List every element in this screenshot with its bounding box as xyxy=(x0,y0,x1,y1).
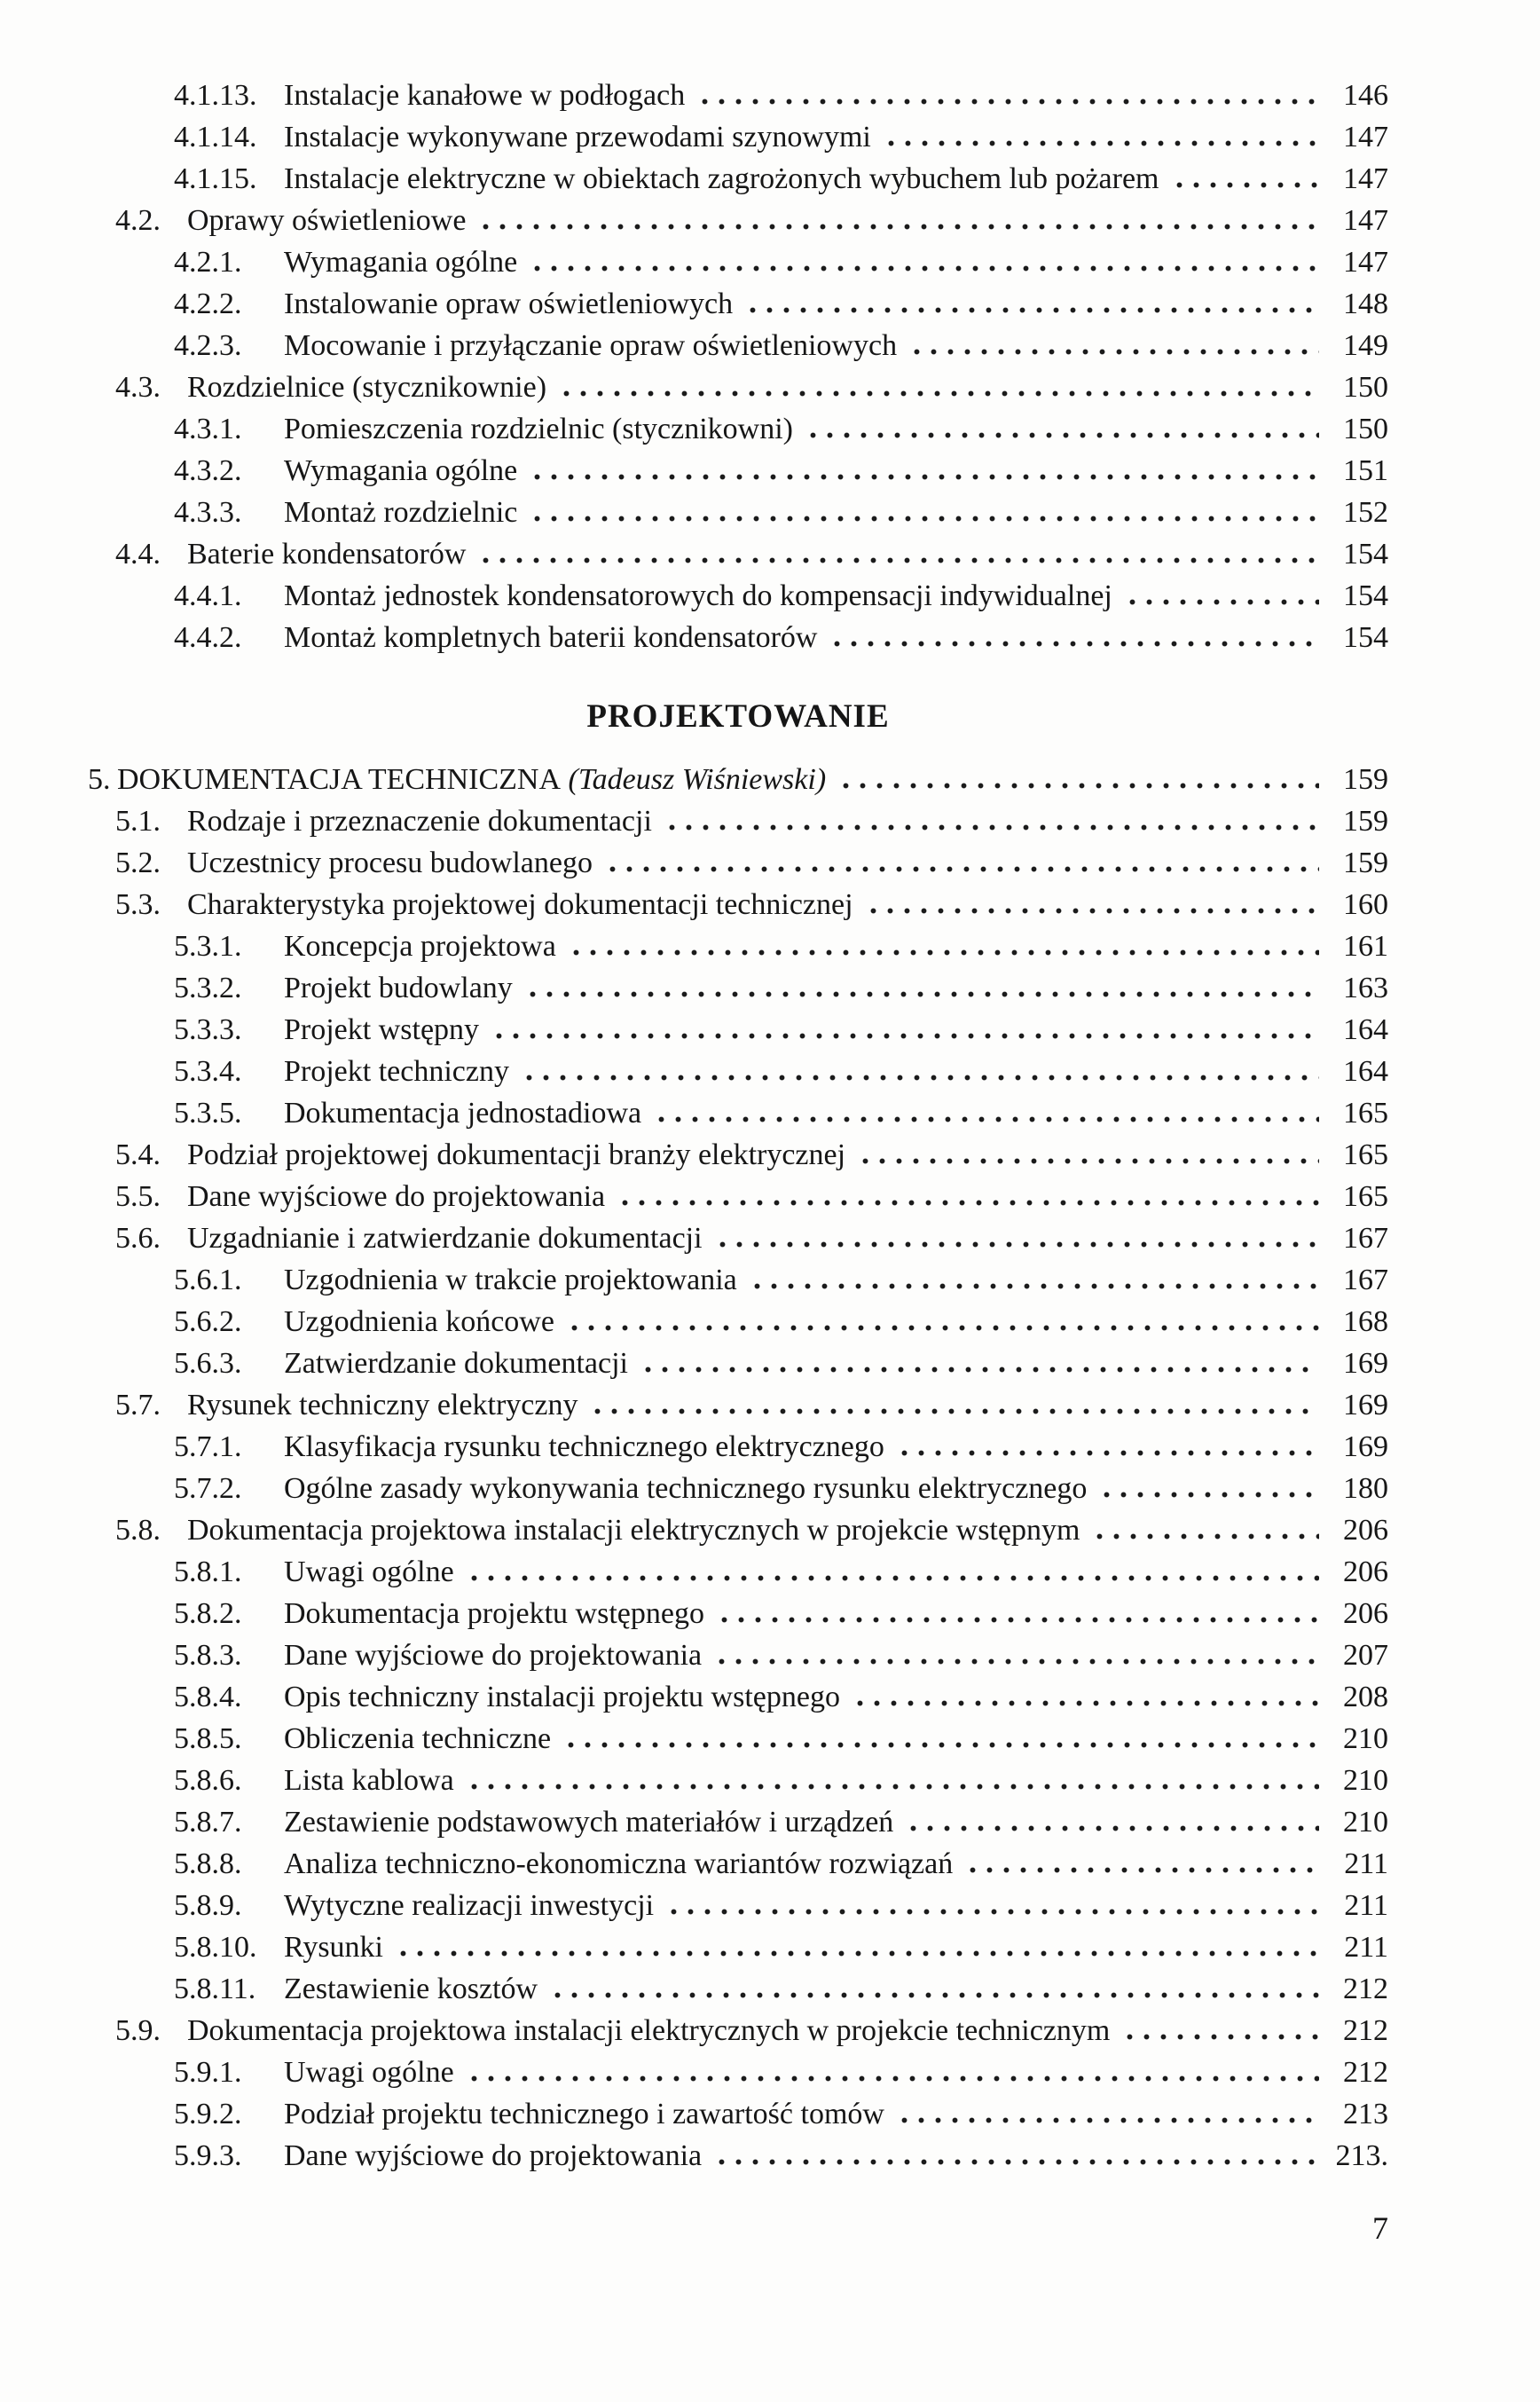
dot-leader xyxy=(549,1992,1319,1998)
dot-leader xyxy=(529,516,1319,522)
table-of-contents xyxy=(0,75,1540,2177)
toc-entry-number: 5.9.3. xyxy=(174,2139,242,2172)
toc-entry-number: 5.3.3. xyxy=(174,1013,242,1046)
toc-part-projektowanie xyxy=(0,759,1540,2177)
dot-leader xyxy=(562,1742,1319,1748)
dot-leader xyxy=(521,1075,1319,1081)
toc-entry xyxy=(0,1092,1540,1134)
toc-entry-page: 210 xyxy=(1343,1722,1388,1755)
toc-entry-title: Wymagania ogólne xyxy=(284,454,518,487)
dot-leader xyxy=(883,140,1319,146)
toc-entry-number: 5.2. xyxy=(115,847,161,879)
toc-entry-number: 4.4.1. xyxy=(174,579,242,612)
toc-entry xyxy=(0,1801,1540,1843)
toc-entry-page: 159 xyxy=(1343,805,1388,838)
toc-entry-page: 148 xyxy=(1343,287,1388,320)
toc-entry-page: 167 xyxy=(1343,1222,1388,1255)
toc-entry-number: 4.3.2. xyxy=(174,454,242,487)
toc-entry-title: Obliczenia techniczne xyxy=(284,1722,552,1755)
toc-entry-page: 206 xyxy=(1343,1514,1388,1547)
toc-entry xyxy=(0,116,1540,158)
toc-entry xyxy=(0,408,1540,450)
toc-entry xyxy=(0,2135,1540,2177)
toc-entry-number: 4.3.1. xyxy=(174,413,242,445)
toc-entry-title: Rysunek techniczny elektryczny xyxy=(187,1389,578,1422)
dot-leader xyxy=(749,1283,1319,1289)
toc-entry-page: 152 xyxy=(1343,496,1388,529)
toc-entry-number: 4.1.15. xyxy=(174,162,257,195)
toc-entry xyxy=(0,325,1540,366)
toc-entry-page: 160 xyxy=(1343,888,1388,921)
toc-entry-page: 180 xyxy=(1343,1472,1388,1505)
toc-entry xyxy=(0,1468,1540,1509)
toc-entry-title: Koncepcja projektowa xyxy=(284,930,556,963)
toc-entry-title: Dokumentacja jednostadiowa xyxy=(284,1097,642,1130)
toc-entry xyxy=(0,1343,1540,1384)
dot-leader xyxy=(466,1784,1319,1790)
toc-entry-title: Instalacje kanałowe w podłogach xyxy=(284,79,686,112)
toc-entry-page: 210 xyxy=(1343,1764,1388,1797)
toc-entry xyxy=(0,1843,1540,1885)
toc-entry-page: 149 xyxy=(1343,329,1388,362)
toc-entry-page: 208 xyxy=(1343,1681,1388,1713)
toc-entry-author: (Tadeusz Wiśniewski) xyxy=(561,763,827,796)
toc-entry-page: 146 xyxy=(1343,79,1388,112)
dot-leader xyxy=(865,908,1319,914)
dot-leader xyxy=(604,866,1319,872)
toc-entry xyxy=(0,366,1540,408)
toc-entry-number: 5.8.10. xyxy=(174,1931,257,1964)
toc-entry xyxy=(0,450,1540,492)
toc-entry-page: 211 xyxy=(1344,1931,1388,1964)
dot-leader xyxy=(1171,182,1320,188)
dot-leader xyxy=(896,1450,1319,1456)
toc-entry xyxy=(0,283,1540,325)
toc-entry-title: Zestawienie kosztów xyxy=(284,1973,538,2005)
toc-entry-number: 5.8.8. xyxy=(174,1847,242,1880)
toc-entry-title: Ogólne zasady wykonywania technicznego rysunku elektrycznego xyxy=(284,1472,1088,1505)
toc-entry-title: Baterie kondensatorów xyxy=(187,538,467,571)
dot-leader xyxy=(805,432,1319,438)
toc-entry-title: Uczestnicy procesu budowlanego xyxy=(187,847,593,879)
toc-entry xyxy=(0,1176,1540,1217)
toc-entry xyxy=(0,1760,1540,1801)
toc-entry-title: Opis techniczny instalacji projektu wstępnego xyxy=(284,1681,840,1713)
toc-entry xyxy=(0,884,1540,925)
toc-entry-number: 4.4.2. xyxy=(174,621,242,654)
toc-entry-page: 164 xyxy=(1343,1055,1388,1088)
toc-entry xyxy=(0,1968,1540,2010)
toc-entry-number: 4.2.3. xyxy=(174,329,242,362)
toc-entry-page: 165 xyxy=(1343,1138,1388,1171)
toc-entry-number: 4.3. xyxy=(115,371,161,404)
toc-entry-page: 213 xyxy=(1343,2098,1388,2130)
toc-entry xyxy=(0,800,1540,842)
toc-entry-title: Lista kablowa xyxy=(284,1764,454,1797)
dot-leader xyxy=(617,1200,1319,1206)
toc-entry-page: 154 xyxy=(1343,538,1388,571)
dot-leader xyxy=(466,1575,1319,1581)
dot-leader xyxy=(566,1325,1319,1331)
dot-leader xyxy=(716,1617,1319,1623)
toc-entry-title: Rozdzielnice (stycznikownie) xyxy=(187,371,547,404)
toc-entry-title: Zatwierdzanie dokumentacji xyxy=(284,1347,628,1380)
toc-entry-title: Montaż kompletnych baterii kondensatorów xyxy=(284,621,818,654)
toc-entry-number: 5.3.1. xyxy=(174,930,242,963)
toc-entry-title: Zestawienie podstawowych materiałów i urządzeń xyxy=(284,1806,894,1839)
dot-leader xyxy=(395,1950,1319,1957)
dot-leader xyxy=(857,1158,1319,1164)
toc-entry-number: 4.2. xyxy=(115,204,161,237)
toc-entry-number: 5.3.2. xyxy=(174,972,242,1004)
toc-entry-page: 206 xyxy=(1343,1555,1388,1588)
toc-entry-title: Uzgodnienia w trakcie projektowania xyxy=(284,1264,737,1296)
toc-entry-number: 5.6.3. xyxy=(174,1347,242,1380)
toc-entry-title: Uwagi ogólne xyxy=(284,2056,454,2089)
toc-entry xyxy=(0,492,1540,533)
toc-entry-title: Analiza techniczno-ekonomiczna wariantów rozwiązań xyxy=(284,1847,954,1880)
toc-entry-page: 213. xyxy=(1335,2139,1388,2172)
toc-entry-page: 147 xyxy=(1343,204,1388,237)
toc-entry-page: 165 xyxy=(1343,1097,1388,1130)
toc-entry-title: Klasyfikacja rysunku technicznego elektrycznego xyxy=(284,1430,884,1463)
toc-entry-number: 5.8.1. xyxy=(174,1555,242,1588)
dot-leader xyxy=(1098,1492,1319,1498)
dot-leader xyxy=(558,390,1319,397)
toc-entry-page: 164 xyxy=(1343,1013,1388,1046)
toc-entry-number: 5.9. xyxy=(115,2014,161,2047)
toc-entry xyxy=(0,1593,1540,1634)
toc-entry xyxy=(0,1718,1540,1760)
toc-entry-number: 5.8.6. xyxy=(174,1764,242,1797)
toc-part-installation xyxy=(0,75,1540,658)
toc-entry-title: Uzgodnienia końcowe xyxy=(284,1305,554,1338)
toc-entry-title: Rysunki xyxy=(284,1931,383,1964)
toc-entry-page: 169 xyxy=(1343,1347,1388,1380)
dot-leader xyxy=(665,1909,1319,1915)
toc-entry xyxy=(0,1217,1540,1259)
toc-entry xyxy=(0,158,1540,200)
toc-entry-page: 207 xyxy=(1343,1639,1388,1672)
toc-entry-page: 165 xyxy=(1343,1180,1388,1213)
toc-entry-number: 5.4. xyxy=(115,1138,161,1171)
toc-entry-number: 4.4. xyxy=(115,538,161,571)
toc-entry xyxy=(0,1509,1540,1551)
toc-entry-number: 5.8.11. xyxy=(174,1973,256,2005)
toc-entry-number: 5.8.2. xyxy=(174,1597,242,1630)
toc-entry-number: 4.3.3. xyxy=(174,496,242,529)
toc-entry xyxy=(0,1384,1540,1426)
toc-entry-page: 163 xyxy=(1343,972,1388,1004)
toc-entry-title: Dokumentacja projektu wstępnego xyxy=(284,1597,704,1630)
toc-entry-number: 5.6. xyxy=(115,1222,161,1255)
toc-entry-number: 4.1.14. xyxy=(174,121,257,154)
toc-entry-title: Instalacje elektryczne w obiektach zagrożonych wybuchem lub pożarem xyxy=(284,162,1159,195)
toc-entry-number: 5.9.2. xyxy=(174,2098,242,2130)
toc-entry xyxy=(0,2093,1540,2135)
dot-leader xyxy=(714,1241,1319,1248)
toc-entry-number: 4.2.1. xyxy=(174,246,242,279)
toc-entry-title: Dane wyjściowe do projektowania xyxy=(284,2139,703,2172)
toc-entry xyxy=(0,575,1540,617)
toc-entry-page: 169 xyxy=(1343,1430,1388,1463)
toc-entry xyxy=(0,1634,1540,1676)
dot-leader xyxy=(1124,599,1319,605)
toc-entry-page: 212 xyxy=(1343,2014,1388,2047)
toc-entry-title: Pomieszczenia rozdzielnic (stycznikowni) xyxy=(284,413,793,445)
toc-entry-page: 147 xyxy=(1343,246,1388,279)
toc-entry xyxy=(0,2052,1540,2093)
dot-leader xyxy=(744,307,1319,313)
toc-entry-title: Instalacje wykonywane przewodami szynowymi xyxy=(284,121,871,154)
dot-leader xyxy=(1121,2034,1319,2040)
toc-entry-number: 5.3.5. xyxy=(174,1097,242,1130)
dot-leader xyxy=(829,641,1319,647)
toc-entry xyxy=(0,617,1540,658)
toc-entry xyxy=(0,1259,1540,1301)
toc-entry xyxy=(0,1051,1540,1092)
toc-entry-number: 5.7. xyxy=(115,1389,161,1422)
toc-entry-title: Projekt wstępny xyxy=(284,1013,480,1046)
toc-entry-title: Projekt techniczny xyxy=(284,1055,509,1088)
toc-entry-title: Uwagi ogólne xyxy=(284,1555,454,1588)
toc-entry-page: 169 xyxy=(1343,1389,1388,1422)
toc-entry-number: 5. xyxy=(88,763,111,796)
toc-entry-title: Montaż rozdzielnic xyxy=(284,496,518,529)
toc-entry-title: Uzgadnianie i zatwierdzanie dokumentacji xyxy=(187,1222,703,1255)
toc-entry-title: Projekt budowlany xyxy=(284,972,513,1004)
toc-entry xyxy=(0,1551,1540,1593)
toc-entry-page: 212 xyxy=(1343,1973,1388,2005)
toc-entry-page: 150 xyxy=(1343,371,1388,404)
toc-entry xyxy=(0,925,1540,967)
toc-entry-title: Mocowanie i przyłączanie opraw oświetleniowych xyxy=(284,329,898,362)
toc-entry-page: 154 xyxy=(1343,621,1388,654)
toc-entry xyxy=(0,967,1540,1009)
toc-entry xyxy=(0,241,1540,283)
toc-entry-page: 211 xyxy=(1344,1889,1388,1922)
toc-entry xyxy=(0,75,1540,116)
toc-entry xyxy=(0,1134,1540,1176)
dot-leader xyxy=(837,783,1319,789)
toc-entry-title: Dokumentacja projektowa instalacji elektrycznych w projekcie wstępnym xyxy=(187,1514,1080,1547)
toc-entry-page: 161 xyxy=(1343,930,1388,963)
toc-entry xyxy=(0,759,1540,800)
toc-entry-number: 5.6.1. xyxy=(174,1264,242,1296)
toc-entry-number: 5.3.4. xyxy=(174,1055,242,1088)
dot-leader xyxy=(491,1033,1319,1039)
toc-entry xyxy=(0,1926,1540,1968)
dot-leader xyxy=(589,1408,1319,1414)
toc-entry xyxy=(0,1426,1540,1468)
toc-entry-number: 5.7.2. xyxy=(174,1472,242,1505)
toc-entry-page: 154 xyxy=(1343,579,1388,612)
toc-entry-title: Dane wyjściowe do projektowania xyxy=(187,1180,606,1213)
toc-entry-number: 5.8.5. xyxy=(174,1722,242,1755)
toc-entry-number: 5.8.4. xyxy=(174,1681,242,1713)
dot-leader xyxy=(696,98,1319,105)
toc-entry-title: Dane wyjściowe do projektowania xyxy=(284,1639,703,1672)
toc-entry-title: Montaż jednostek kondensatorowych do kompensacji indywidualnej xyxy=(284,579,1112,612)
toc-entry-page: 211 xyxy=(1344,1847,1388,1880)
toc-entry-page: 167 xyxy=(1343,1264,1388,1296)
toc-entry-number: 5.7.1. xyxy=(174,1430,242,1463)
dot-leader xyxy=(477,224,1319,230)
dot-leader xyxy=(653,1116,1319,1122)
toc-entry-title: Rodzaje i przeznaczenie dokumentacji xyxy=(187,805,652,838)
toc-entry-page: 210 xyxy=(1343,1806,1388,1839)
toc-entry xyxy=(0,1009,1540,1051)
toc-entry-number: 5.8.9. xyxy=(174,1889,242,1922)
toc-entry-title: Dokumentacja projektowa instalacji elektrycznych w projekcie technicznym xyxy=(187,2014,1111,2047)
dot-leader xyxy=(477,557,1319,563)
dot-leader xyxy=(713,1658,1319,1665)
toc-entry-number: 4.2.2. xyxy=(174,287,242,320)
toc-entry-page: 150 xyxy=(1343,413,1388,445)
toc-entry-number: 4.1.13. xyxy=(174,79,257,112)
toc-entry-number: 5.1. xyxy=(115,805,161,838)
dot-leader xyxy=(529,265,1319,272)
toc-entry xyxy=(0,200,1540,241)
toc-entry-number: 5.3. xyxy=(115,888,161,921)
page-number-footer: 7 xyxy=(1372,2210,1388,2246)
toc-entry-page: 159 xyxy=(1343,847,1388,879)
toc-entry-page: 147 xyxy=(1343,121,1388,154)
toc-entry-page: 212 xyxy=(1343,2056,1388,2089)
toc-entry-page: 168 xyxy=(1343,1305,1388,1338)
toc-entry xyxy=(0,1885,1540,1926)
toc-entry-title: Charakterystyka projektowej dokumentacji technicznej xyxy=(187,888,853,921)
dot-leader xyxy=(568,949,1319,956)
toc-entry-title: Instalowanie opraw oświetleniowych xyxy=(284,287,734,320)
toc-entry-title: Podział projektu technicznego i zawartość tomów xyxy=(284,2098,884,2130)
toc-entry xyxy=(0,2010,1540,2052)
dot-leader xyxy=(908,349,1319,355)
dot-leader xyxy=(852,1700,1319,1706)
dot-leader xyxy=(1091,1533,1319,1540)
part-heading: PROJEKTOWANIE xyxy=(586,698,890,735)
toc-entry-title: Oprawy oświetleniowe xyxy=(187,204,467,237)
dot-leader xyxy=(964,1867,1319,1873)
toc-entry-number: 5.8.3. xyxy=(174,1639,242,1672)
toc-entry xyxy=(0,1301,1540,1343)
dot-leader xyxy=(664,824,1319,831)
dot-leader xyxy=(529,474,1319,480)
toc-entry-page: 151 xyxy=(1343,454,1388,487)
toc-entry-page: 147 xyxy=(1343,162,1388,195)
toc-entry-page: 159 xyxy=(1343,763,1388,796)
toc-entry-number: 5.9.1. xyxy=(174,2056,242,2089)
dot-leader xyxy=(524,991,1319,997)
dot-leader xyxy=(640,1366,1319,1373)
toc-entry-title: Wymagania ogólne xyxy=(284,246,518,279)
toc-entry-number: 5.8.7. xyxy=(174,1806,242,1839)
toc-entry xyxy=(0,1676,1540,1718)
dot-leader xyxy=(466,2075,1319,2082)
toc-entry-number: 5.8. xyxy=(115,1514,161,1547)
dot-leader xyxy=(905,1825,1319,1831)
toc-entry xyxy=(0,533,1540,575)
toc-entry-title: Podział projektowej dokumentacji branży elektrycznej xyxy=(187,1138,846,1171)
toc-entry-page: 206 xyxy=(1343,1597,1388,1630)
toc-entry xyxy=(0,842,1540,884)
toc-entry-number: 5.5. xyxy=(115,1180,161,1213)
toc-entry-title: DOKUMENTACJA TECHNICZNA xyxy=(117,763,562,796)
dot-leader xyxy=(713,2159,1319,2165)
toc-entry-number: 5.6.2. xyxy=(174,1305,242,1338)
dot-leader xyxy=(896,2117,1319,2123)
toc-entry-title: Wytyczne realizacji inwestycji xyxy=(284,1889,655,1922)
